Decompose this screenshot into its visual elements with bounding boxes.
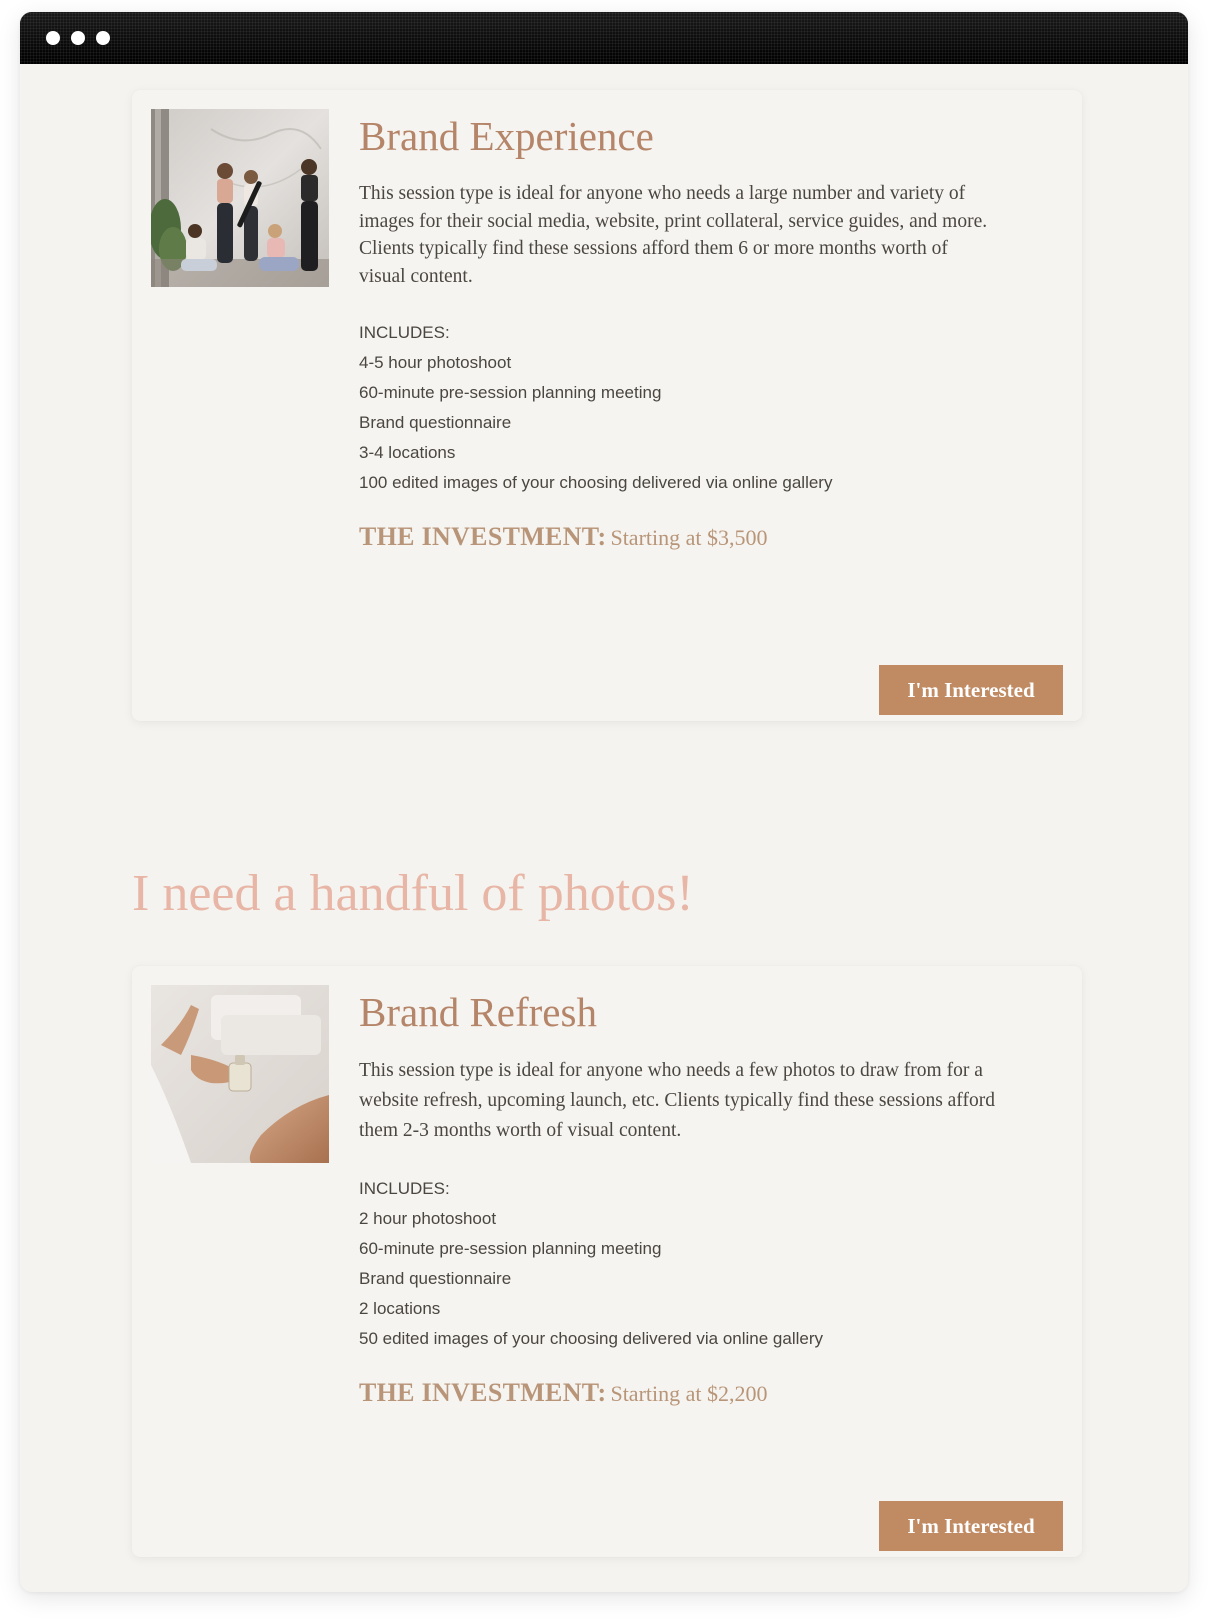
list-item: 2 hour photoshoot <box>359 1209 497 1228</box>
close-window-dot[interactable] <box>46 31 60 45</box>
section-heading: I need a handful of photos! <box>132 865 694 922</box>
list-item: 60-minute pre-session planning meeting <box>359 1239 662 1258</box>
package-description: This session type is ideal for anyone who needs a large number and variety of images for their social media, website, print collateral, service guides, and more. Clients typically find these sessions afford them 6 or more months worth of visual content. <box>359 183 988 287</box>
women-in-activewear-photo <box>151 109 329 287</box>
package-photo <box>151 109 329 287</box>
investment-price: Starting at $2,200 <box>610 1381 768 1406</box>
package-card-brand-experience <box>132 90 1082 721</box>
includes-list <box>359 318 999 498</box>
maximize-window-dot[interactable] <box>96 31 110 45</box>
investment-line <box>359 522 999 552</box>
package-content <box>359 112 999 552</box>
interested-button[interactable]: I'm Interested <box>879 665 1063 715</box>
list-item: 4-5 hour photoshoot <box>359 353 512 372</box>
window-titlebar <box>20 12 1188 64</box>
package-card-brand-refresh <box>132 966 1082 1557</box>
list-item: 3-4 locations <box>359 443 456 462</box>
investment-label: THE INVESTMENT: <box>359 1378 607 1407</box>
includes-list <box>359 1174 999 1354</box>
includes-label: INCLUDES: <box>359 323 450 342</box>
investment-line <box>359 1378 999 1408</box>
list-item: 60-minute pre-session planning meeting <box>359 383 662 402</box>
interested-button[interactable]: I'm Interested <box>879 1501 1063 1551</box>
list-item: 2 locations <box>359 1299 441 1318</box>
list-item: Brand questionnaire <box>359 413 512 432</box>
list-item: 100 edited images of your choosing delivered via online gallery <box>359 473 833 492</box>
hand-holding-perfume-photo <box>151 985 329 1163</box>
minimize-window-dot[interactable] <box>71 31 85 45</box>
package-photo <box>151 985 329 1163</box>
package-description: This session type is ideal for anyone who needs a few photos to draw from for a website refresh, upcoming launch, etc. Clients typically find these sessions afford them 2-3 months worth of visual content. <box>359 1060 995 1141</box>
package-content <box>359 988 999 1408</box>
list-item: Brand questionnaire <box>359 1269 512 1288</box>
includes-label: INCLUDES: <box>359 1179 450 1198</box>
investment-label: THE INVESTMENT: <box>359 522 607 551</box>
list-item: 50 edited images of your choosing delivered via online gallery <box>359 1329 824 1348</box>
investment-price: Starting at $3,500 <box>610 525 768 550</box>
browser-window <box>20 12 1188 1592</box>
package-title: Brand Refresh <box>359 989 597 1035</box>
window-controls <box>46 31 110 45</box>
package-title: Brand Experience <box>359 113 654 159</box>
